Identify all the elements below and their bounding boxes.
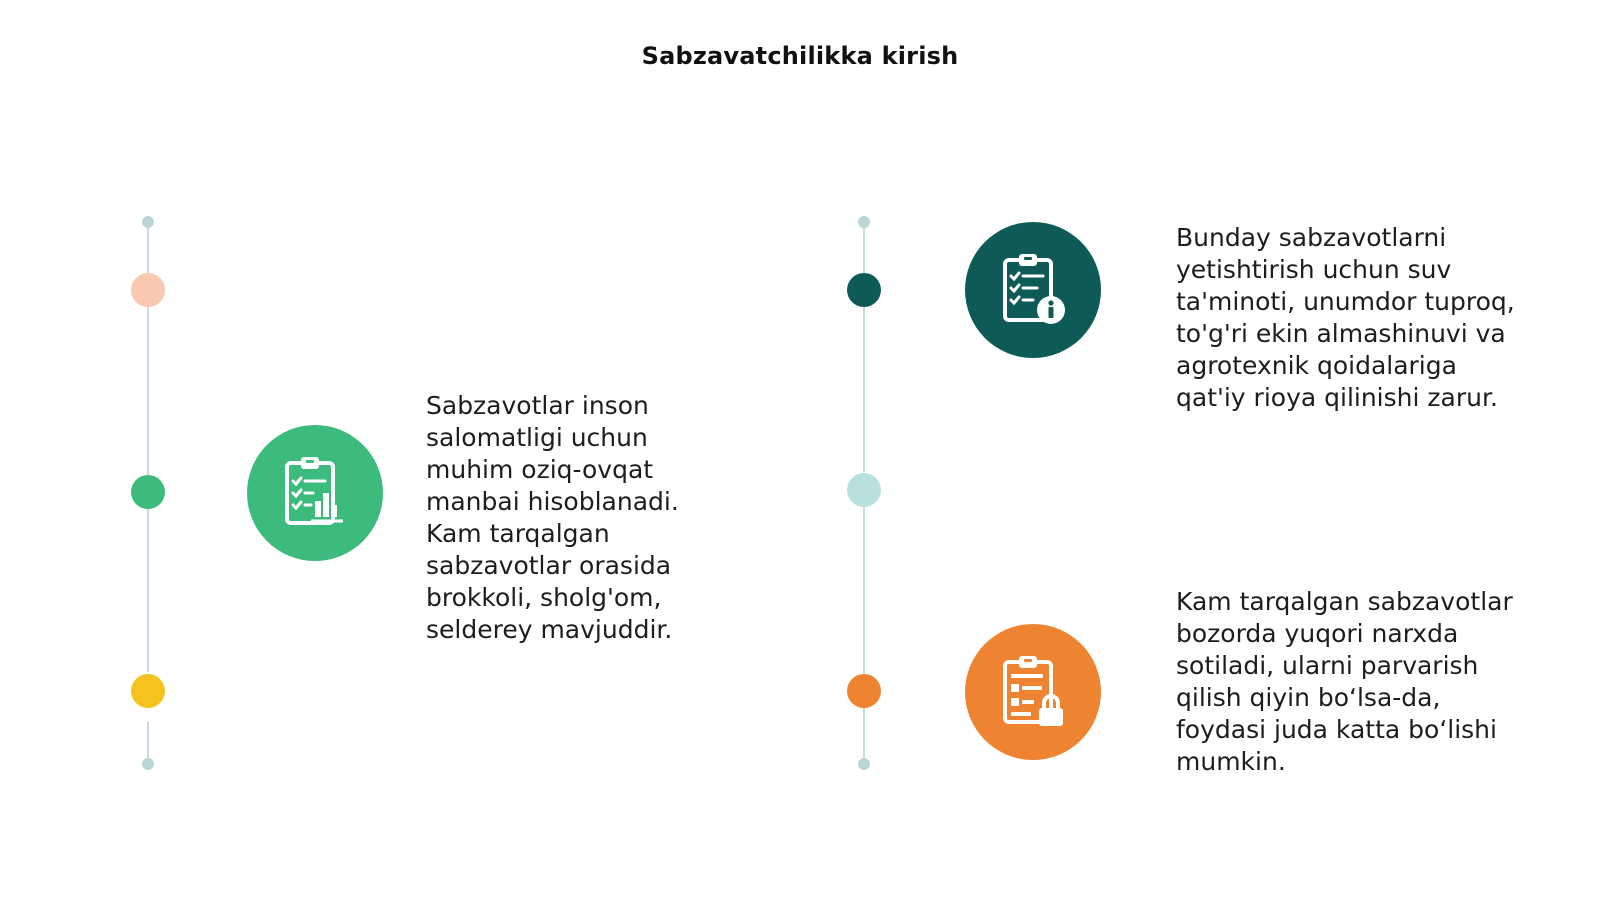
item-text-3: Kam tarqalgan sabzavotlar bozorda yuqori narxda sotiladi, ularni parvarish qilish qiyin bo‘lsa-da, foydasi juda katta bo‘lishi mumkin. <box>1176 587 1513 776</box>
clipboard-info-icon <box>991 248 1075 332</box>
clipboard-info-badge <box>965 222 1101 358</box>
timeline-node-green <box>131 475 165 509</box>
timeline-line <box>863 222 865 276</box>
timeline-end-dot <box>142 216 154 228</box>
timeline-end-dot <box>858 216 870 228</box>
timeline-line <box>863 306 865 472</box>
page-title: Sabzavatchilikka kirish <box>641 42 959 70</box>
item-text-2: Bunday sabzavotlarni yetishtirish uchun suv ta'minoti, unumdor tuproq, to'g'ri ekin almashinuvi va agrotexnik qoidalariga qat'iy rioya qilinishi zarur. <box>1176 223 1515 412</box>
timeline-line <box>147 306 149 476</box>
clipboard-chart-badge <box>247 425 383 561</box>
timeline-end-dot <box>858 758 870 770</box>
timeline-line <box>147 222 149 276</box>
item-text-1: Sabzavotlar inson salomatligi uchun muhim oziq-ovqat manbai hisoblanadi. Kam tarqalgan sabzavotlar orasida brokkoli, sholg'om, selderey mavjuddir. <box>426 391 679 644</box>
timeline-node-orange <box>847 674 881 708</box>
timeline-node-mint <box>847 473 881 507</box>
timeline-line <box>147 506 149 672</box>
clipboard-lock-badge <box>965 624 1101 760</box>
clipboard-chart-icon <box>273 451 357 535</box>
timeline-node-teal <box>847 273 881 307</box>
timeline-line <box>863 504 865 674</box>
timeline-end-dot <box>142 758 154 770</box>
clipboard-lock-icon <box>991 650 1075 734</box>
timeline-line <box>863 708 865 764</box>
timeline-node-peach <box>131 273 165 307</box>
timeline-node-yellow <box>131 674 165 708</box>
